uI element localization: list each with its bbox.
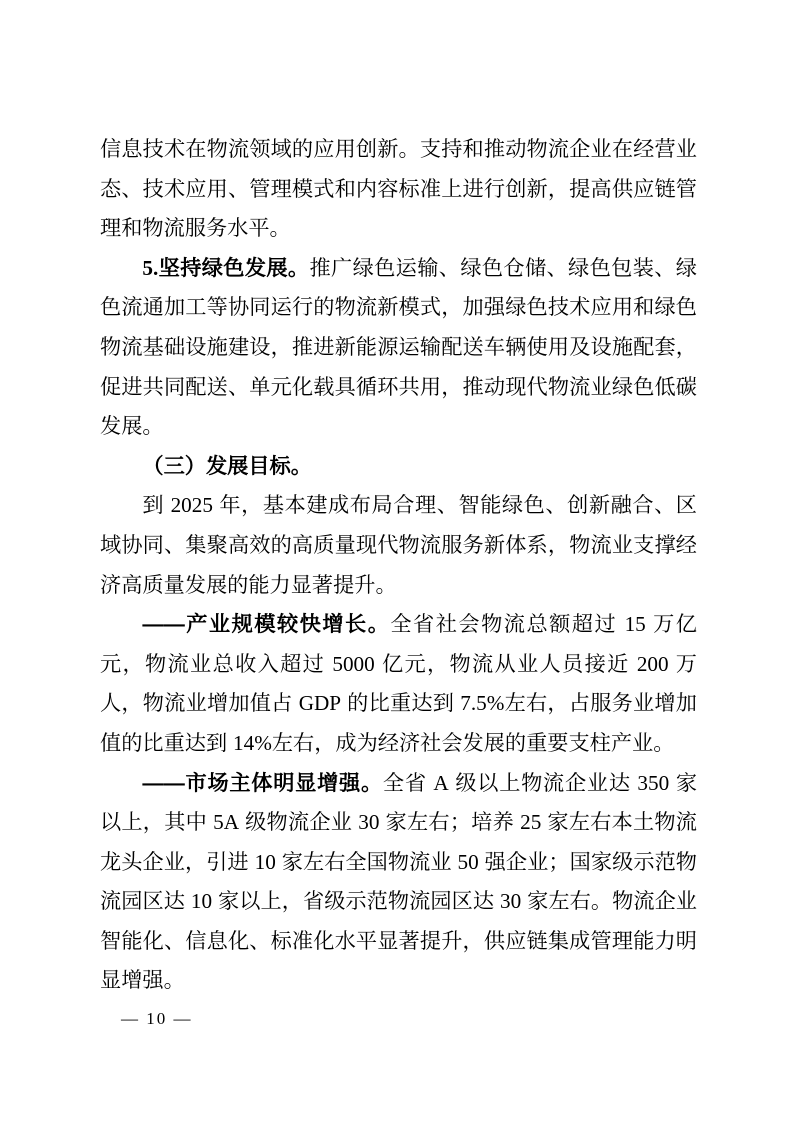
latin-run: GDP [298,691,342,716]
para-2025-target [100,486,697,605]
emphasis-run: （三）发展目标。 [142,454,312,478]
text-run: 万亿元，物流业总收入超过 [100,613,697,676]
para-green-development [100,249,697,447]
latin-run: 5000 [332,651,375,676]
latin-run: 30 [358,810,380,835]
document-body [100,130,697,1001]
emphasis-run: ——市场主体明显增强。 [142,771,383,795]
text-run: 家左右；培养 [379,811,521,835]
emphasis-run: ——产业规模较快增长。 [142,613,391,637]
text-run: 家左右。物流企业智能化、信息化、标准化水平显著提升，供应链集成管理能力明显增强。 [100,890,697,993]
latin-run: 30 [500,889,522,914]
text-run: 家以上，省级示范物流园区达 [212,890,501,914]
latin-run: 2025 [170,493,213,518]
heading-development-goals [100,447,697,487]
text-run: 级以上物流企业达 [448,771,638,795]
latin-run: 15 [624,612,646,637]
text-run: 家左右本土物流龙头企业，引进 [100,811,697,874]
page-number: — 10 — [121,1009,193,1028]
latin-run: 7.5% [460,691,505,716]
text-run: 左右，占服务业增加值的比重达到 [100,692,697,755]
text-run: 强企业；国家级示范物流园区达 [100,850,697,914]
text-run: 全省社会物流总额超过 [390,613,625,637]
latin-run: 14% [233,730,272,755]
text-run: 信息技术在物流领域的应用创新。支持和推动物流企业在经营业态、技术应用、管理模式和内容标准上进行创新，提高供应链管理和物流服务水平。 [100,138,697,241]
latin-run: 25 [520,810,542,835]
text-run: 万人，物流业增加值占 [100,652,697,716]
text-run: 亿元，物流从业人员接近 [374,652,637,676]
text-run: 到 [142,494,171,518]
latin-run: 5A [213,810,240,835]
text-run: 家左右全国物流业 [275,850,458,874]
text-run: 全省 [382,771,434,795]
latin-run: 50 [457,849,479,874]
latin-run: 10 [254,849,276,874]
text-run: 左右，成为经济社会发展的重要支柱产业。 [271,731,675,755]
para-industry-scale [100,605,697,763]
emphasis-run: 5. [142,255,159,280]
emphasis-run: 坚持绿色发展。 [158,256,310,280]
text-run: 的比重达到 [341,692,461,716]
text-run: 推广绿色运输、绿色仓储、绿色包装、绿色流通加工等协同运行的物流新模式，加强绿色技术应用和绿色物流基础设施建设，推进新能源运输配送车辆使用及设施配套，促进共同配送、单元化载具循环共用，推动现代物流业绿色低碳发展。 [100,256,697,439]
para-innovation-continuation [100,130,697,249]
latin-run: A [433,770,449,795]
text-run: 年，基本建成布局合理、智能绿色、创新融合、区域协同、集聚高效的高质量现代物流服务新体系，物流业支撑经济高质量发展的能力显著提升。 [100,494,697,597]
latin-run: 10 [190,889,213,914]
latin-run: 200 [636,651,669,676]
text-run: 家以上，其中 [100,771,698,835]
text-run: 级物流企业 [239,811,359,835]
latin-run: 350 [637,770,670,795]
para-market-entities [100,764,697,1002]
